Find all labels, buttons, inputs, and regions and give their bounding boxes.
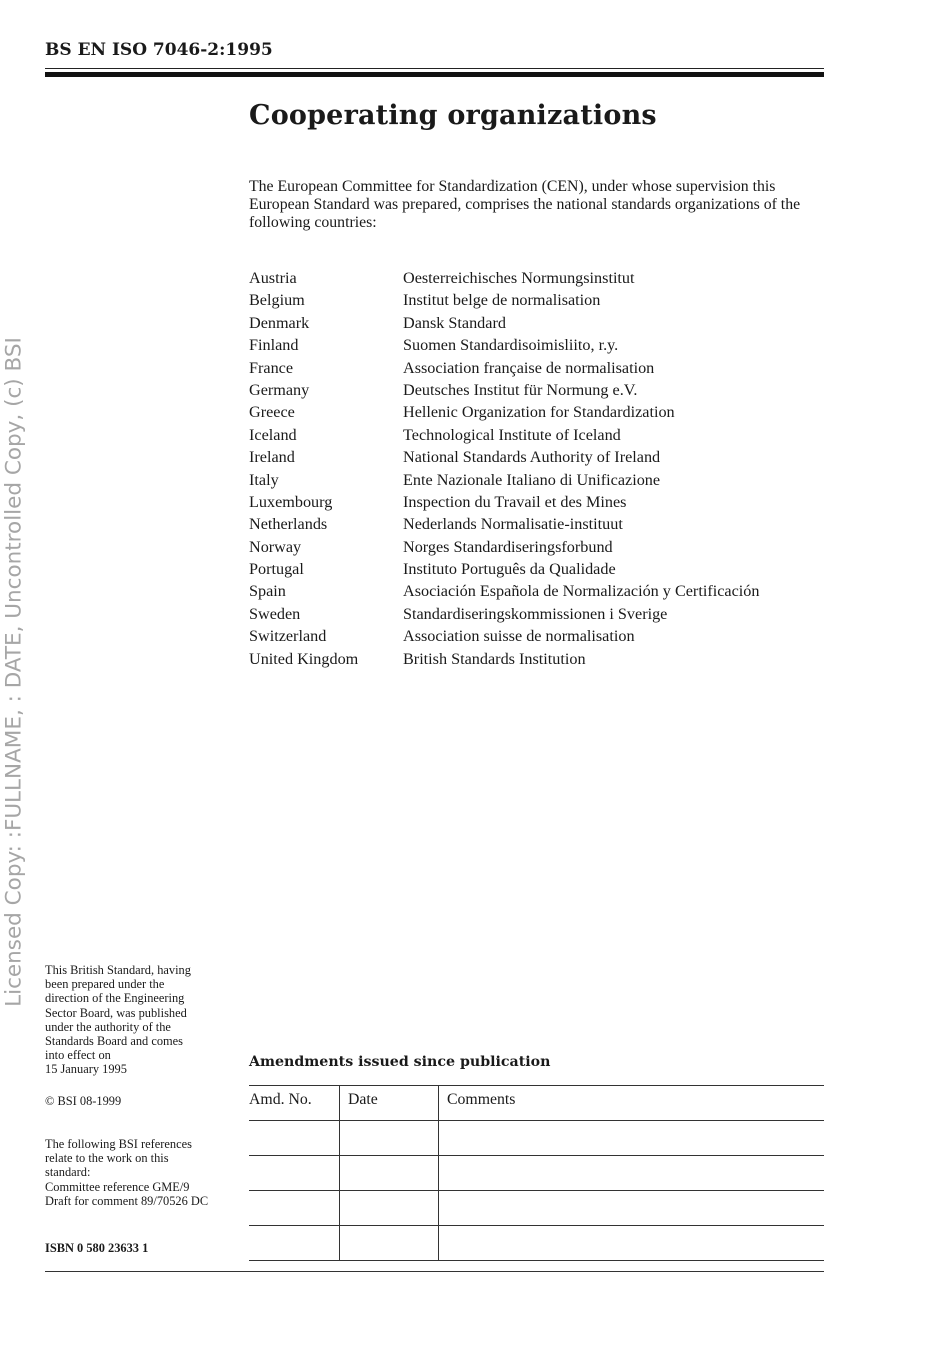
note-line: Committee reference GME/9 (45, 1179, 190, 1194)
member-row (249, 401, 759, 423)
amendment-cell (340, 1121, 439, 1156)
note-line: direction of the Engineering (45, 991, 185, 1006)
member-row (249, 648, 759, 670)
amendment-cell (340, 1156, 439, 1191)
document-code: BS EN ISO 7046-2:1995 (45, 40, 273, 60)
member-country: Denmark (249, 313, 310, 332)
member-country: United Kingdom (249, 649, 359, 668)
note-line: The following BSI references (45, 1137, 192, 1151)
amendment-cell (439, 1226, 825, 1261)
member-country: Italy (249, 470, 279, 489)
intro-paragraph: The European Committee for Standardization (CEN), under whose supervision this European Standard was prepared, comprises the national standards organizations of the following countries: (249, 178, 801, 231)
member-organization: Technological Institute of Iceland (403, 425, 621, 444)
amendment-cell (340, 1226, 439, 1261)
publication-note (45, 963, 245, 1077)
member-country: Iceland (249, 425, 297, 444)
member-organization: Suomen Standardisoimisliito, r.y. (403, 336, 619, 355)
member-country: Ireland (249, 448, 295, 467)
amendments-heading: Amendments issued since publication (249, 1054, 551, 1070)
member-row (249, 513, 759, 535)
references-note (45, 1137, 245, 1208)
member-country: Spain (249, 582, 286, 601)
member-row (249, 580, 759, 602)
note-line: Sector Board, was published (45, 1005, 187, 1020)
member-country: Norway (249, 537, 302, 556)
member-row (249, 424, 759, 446)
column-header-date: Date (340, 1086, 439, 1121)
member-organization: Asociación Española de Normalización y Certificación (403, 582, 760, 601)
note-line: under the authority of the (45, 1019, 171, 1034)
isbn: ISBN 0 580 23633 1 (45, 1241, 149, 1255)
member-row (249, 558, 759, 580)
member-organization: British Standards Institution (403, 649, 586, 668)
amendment-cell (249, 1191, 340, 1226)
column-header-amd-no: Amd. No. (249, 1086, 340, 1121)
member-row (249, 379, 759, 401)
member-country: Luxembourg (249, 492, 333, 511)
member-row (249, 267, 759, 289)
copyright-note: © BSI 08-1999 (45, 1094, 122, 1108)
member-country: Netherlands (249, 515, 328, 534)
note-line: Draft for comment 89/70526 DC (45, 1193, 209, 1208)
amendment-cell (439, 1121, 825, 1156)
member-country: Portugal (249, 560, 304, 579)
member-country: Austria (249, 269, 297, 287)
member-organization: Deutsches Institut für Normung e.V. (403, 380, 638, 399)
note-line: standard: (45, 1165, 91, 1180)
amendments-table (249, 1085, 824, 1261)
member-organization: National Standards Authority of Ireland (403, 448, 661, 467)
member-row (249, 357, 759, 379)
member-organization: Institut belge de normalisation (403, 291, 601, 310)
member-country: Switzerland (249, 627, 327, 646)
member-row (249, 289, 759, 311)
member-row (249, 536, 759, 558)
license-watermark: Licensed Copy: :FULLNAME, : DATE, Uncontrolled Copy, (c) BSI (1, 337, 27, 1007)
amendment-cell (439, 1191, 825, 1226)
amendment-cell (249, 1156, 340, 1191)
note-line: into effect on (45, 1048, 111, 1063)
amendment-row (249, 1226, 824, 1261)
note-line: been prepared under the (45, 977, 165, 992)
member-country: Germany (249, 380, 310, 399)
amendment-cell (439, 1156, 825, 1191)
amendment-row (249, 1156, 824, 1191)
amendment-cell (340, 1191, 439, 1226)
member-country: Belgium (249, 291, 305, 310)
note-line: Standards Board and comes (45, 1034, 183, 1049)
member-row (249, 469, 759, 491)
amendments-header-row (249, 1086, 824, 1121)
member-row (249, 603, 759, 625)
member-country: Sweden (249, 604, 301, 623)
member-country: Finland (249, 336, 299, 355)
member-row (249, 491, 759, 513)
member-row (249, 625, 759, 647)
amendment-row (249, 1121, 824, 1156)
amendments-body (249, 1121, 824, 1261)
member-row (249, 446, 759, 468)
page-title: Cooperating organizations (249, 100, 657, 131)
note-line: This British Standard, having (45, 963, 191, 977)
header-rule-thin (45, 68, 824, 69)
member-country: France (249, 358, 294, 377)
member-organization: Standardiseringskommissionen i Sverige (403, 604, 668, 623)
member-organization: Instituto Português da Qualidade (403, 560, 616, 579)
member-organization: Nederlands Normalisatie-instituut (403, 515, 623, 534)
amendment-cell (249, 1226, 340, 1261)
member-organization: Association suisse de normalisation (403, 627, 635, 646)
amendment-row (249, 1191, 824, 1226)
header-rule-thick (45, 72, 824, 77)
note-line: relate to the work on this (45, 1151, 169, 1166)
member-organization: Association française de normalisation (403, 358, 655, 377)
member-organization: Dansk Standard (403, 313, 506, 332)
member-organization: Oesterreichisches Normungsinstitut (403, 269, 635, 287)
member-country: Greece (249, 403, 295, 422)
footer-rule (45, 1271, 824, 1272)
column-header-comments: Comments (439, 1086, 825, 1121)
member-row (249, 312, 759, 334)
note-line: 15 January 1995 (45, 1062, 127, 1077)
amendment-cell (249, 1121, 340, 1156)
member-organization: Inspection du Travail et des Mines (403, 492, 627, 511)
member-list (249, 267, 759, 670)
member-organization: Ente Nazionale Italiano di Unificazione (403, 470, 661, 489)
member-organization: Hellenic Organization for Standardization (403, 403, 675, 422)
member-organization: Norges Standardiseringsforbund (403, 537, 613, 556)
member-row (249, 334, 759, 356)
